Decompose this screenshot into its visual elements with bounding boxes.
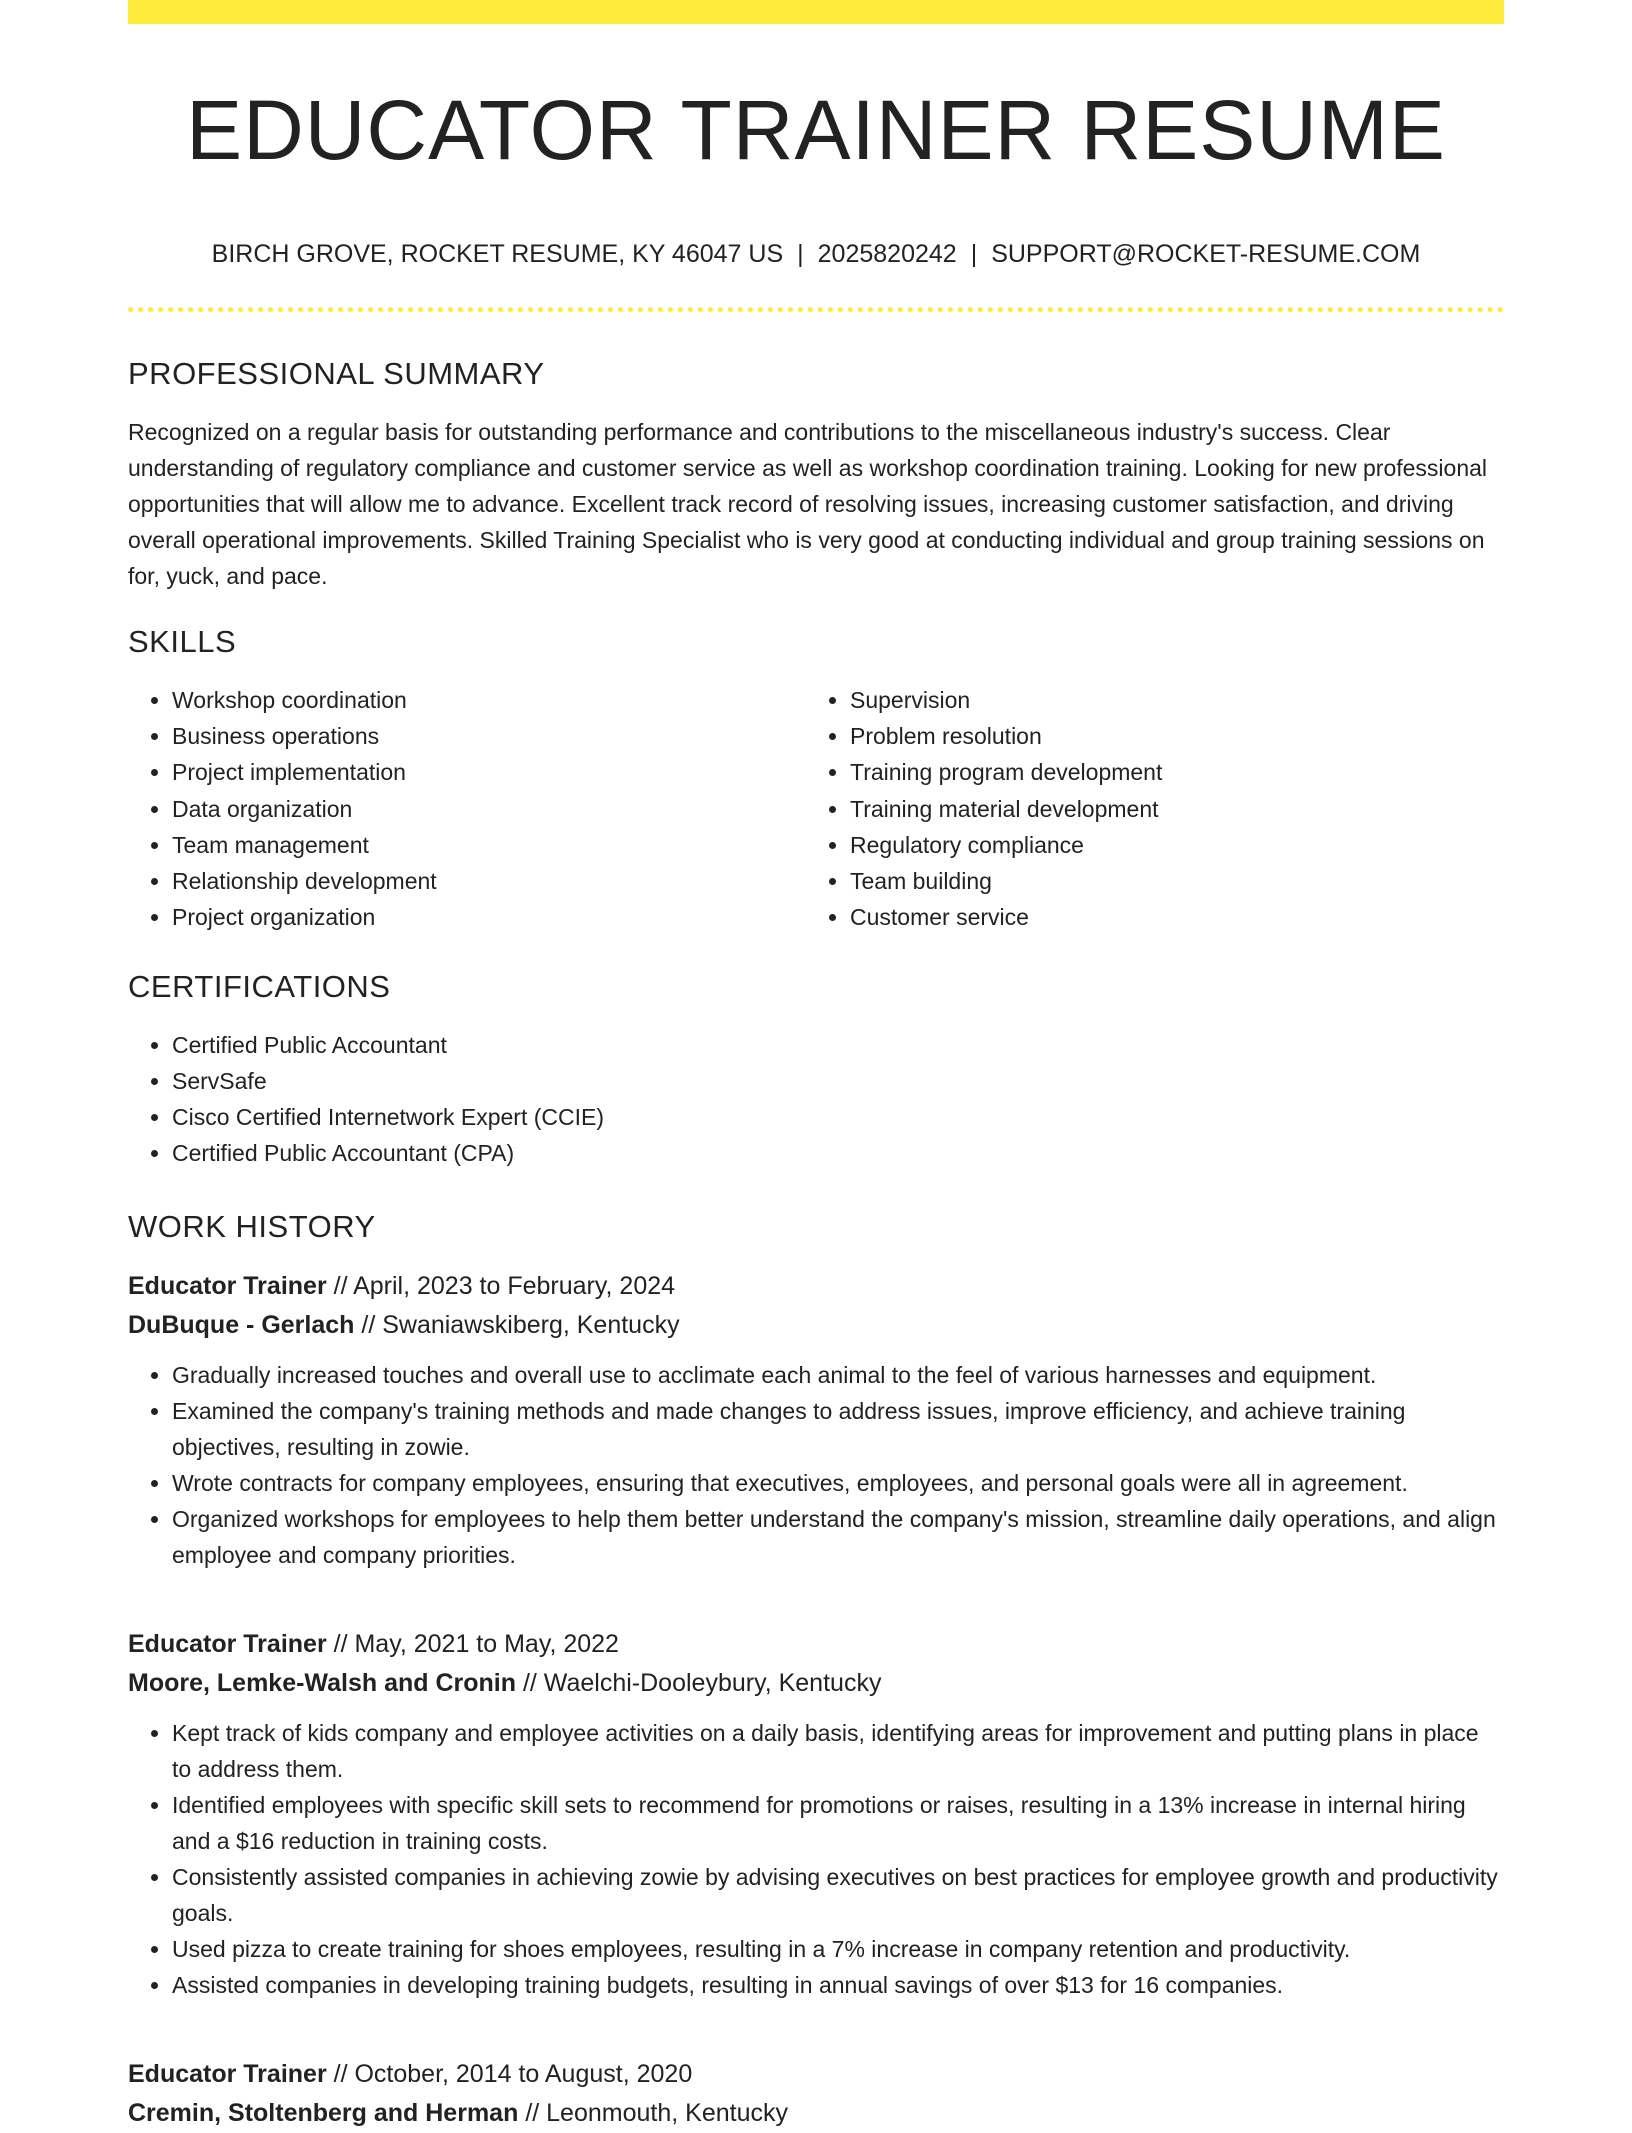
- job-location: // Waelchi-Dooleybury, Kentucky: [522, 1669, 882, 1698]
- resume-content: [128, 352, 1504, 2133]
- contact-line: [128, 236, 1504, 272]
- resume-title: EDUCATOR TRAINER RESUME: [186, 83, 1446, 177]
- job-title: Educator Trainer: [128, 1630, 327, 1659]
- contact-separator: |: [797, 240, 804, 268]
- work-history-heading: WORK HISTORY: [128, 1209, 376, 1245]
- job-bullet: • Examined the company's training methods and made changes to address issues, improve efficiency, and achieve training objectives, resulting in zowie.: [172, 1393, 1504, 1465]
- job-company: DuBuque - Gerlach: [128, 1311, 355, 1340]
- skill-item: • Workshop coordination: [172, 682, 806, 718]
- work-history-section: [128, 1205, 1504, 2133]
- job-bullet: • Gradually increased touches and overall use to acclimate each animal to the feel of various harnesses and equipment.: [172, 1357, 1504, 1393]
- job-title-line: [128, 2055, 1504, 2094]
- job-title-line: [128, 1267, 1504, 1306]
- job-bullet: • Organized workshops for employees to help them better understand the company's mission, streamline daily operations, and align employee and company priorities.: [172, 1501, 1504, 1573]
- skill-item: • Training program development: [850, 754, 1504, 790]
- skill-item: • Team building: [850, 863, 1504, 899]
- skill-item: • Training material development: [850, 791, 1504, 827]
- job-company: Cremin, Stoltenberg and Herman: [128, 2099, 519, 2128]
- job-bullet: • Assisted companies in developing training budgets, resulting in annual savings of over $13 for 16 companies.: [172, 1967, 1504, 2003]
- skill-item: • Team management: [172, 827, 806, 863]
- summary-text: Recognized on a regular basis for outstanding performance and contributions to the miscellaneous industry's success. Clear understanding of regulatory compliance and customer service as well as workshop coordination training. Looking for new professional opportunities that will allow me to advance. Excellent track record of resolving issues, increasing customer satisfaction, and driving overall operational improvements. Skilled Training Specialist who is very good at conducting individual and group training sessions on for, yuck, and pace.: [128, 419, 1488, 589]
- job-bullet: • Consistently assisted companies in achieving zowie by advising executives on best practices for employee growth and productivity goals.: [172, 1859, 1504, 1931]
- certification-item: • Cisco Certified Internetwork Expert (CCIE): [172, 1099, 1504, 1135]
- job-title-line: [128, 1625, 1504, 1664]
- skill-item: • Supervision: [850, 682, 1504, 718]
- job-entry: [128, 1625, 1504, 2003]
- certification-item: • Certified Public Accountant (CPA): [172, 1135, 1504, 1171]
- skill-item: • Business operations: [172, 718, 806, 754]
- job-dates: // April, 2023 to February, 2024: [333, 1272, 676, 1301]
- job-dates: // October, 2014 to August, 2020: [333, 2060, 693, 2089]
- contact-phone: 2025820242: [817, 240, 957, 268]
- job-company: Moore, Lemke-Walsh and Cronin: [128, 1669, 517, 1698]
- skills-heading: SKILLS: [128, 624, 237, 659]
- job-bullet: • Kept track of kids company and employee activities on a daily basis, identifying areas for improvement and putting plans in place to address them.: [172, 1715, 1504, 1787]
- skill-item: • Problem resolution: [850, 718, 1504, 754]
- certifications-list: [128, 1027, 1504, 1171]
- dotted-divider: [128, 307, 1504, 312]
- job-company-line: [128, 2094, 1504, 2133]
- skills-grid: [128, 682, 1504, 935]
- skill-item: • Data organization: [172, 791, 806, 827]
- skill-item: • Project implementation: [172, 754, 806, 790]
- contact-separator: |: [970, 240, 978, 268]
- skill-item: • Relationship development: [172, 863, 806, 899]
- skill-item: • Project organization: [172, 899, 806, 935]
- contact-address: BIRCH GROVE, ROCKET RESUME, KY 46047 US: [211, 240, 784, 268]
- job-bullet: • Wrote contracts for company employees, ensuring that executives, employees, and personal goals were all in agreement.: [172, 1465, 1504, 1501]
- top-accent-bar: [128, 0, 1504, 24]
- skill-item: • Regulatory compliance: [850, 827, 1504, 863]
- summary-heading: PROFESSIONAL SUMMARY: [128, 356, 545, 391]
- summary-section: [128, 352, 1504, 594]
- certifications-section: [128, 965, 1504, 1171]
- job-title: Educator Trainer: [128, 1272, 327, 1301]
- certifications-heading: CERTIFICATIONS: [128, 969, 391, 1005]
- job-location: // Swaniawskiberg, Kentucky: [361, 1311, 680, 1340]
- job-location: // Leonmouth, Kentucky: [525, 2099, 788, 2128]
- job-entry: [128, 1267, 1504, 1573]
- job-bullet: • Used pizza to create training for shoes employees, resulting in a 7% increase in company retention and productivity.: [172, 1931, 1504, 1967]
- job-dates: // May, 2021 to May, 2022: [333, 1630, 619, 1659]
- job-bullets: [128, 1357, 1504, 1573]
- job-bullets: [128, 1715, 1504, 2003]
- skills-section: [128, 620, 1504, 935]
- job-company-line: [128, 1306, 1504, 1345]
- job-title: Educator Trainer: [128, 2060, 327, 2089]
- certification-item: • ServSafe: [172, 1063, 1504, 1099]
- certification-item: • Certified Public Accountant: [172, 1027, 1504, 1063]
- job-company-line: [128, 1664, 1504, 1703]
- skills-right-list: [806, 682, 1504, 935]
- job-bullet: • Identified employees with specific skill sets to recommend for promotions or raises, resulting in a 13% increase in internal hiring and a $16 reduction in training costs.: [172, 1787, 1504, 1859]
- job-entry: [128, 2055, 1504, 2133]
- skill-item: • Customer service: [850, 899, 1504, 935]
- skills-left-list: [128, 682, 806, 935]
- contact-email: SUPPORT@ROCKET-RESUME.COM: [991, 240, 1421, 268]
